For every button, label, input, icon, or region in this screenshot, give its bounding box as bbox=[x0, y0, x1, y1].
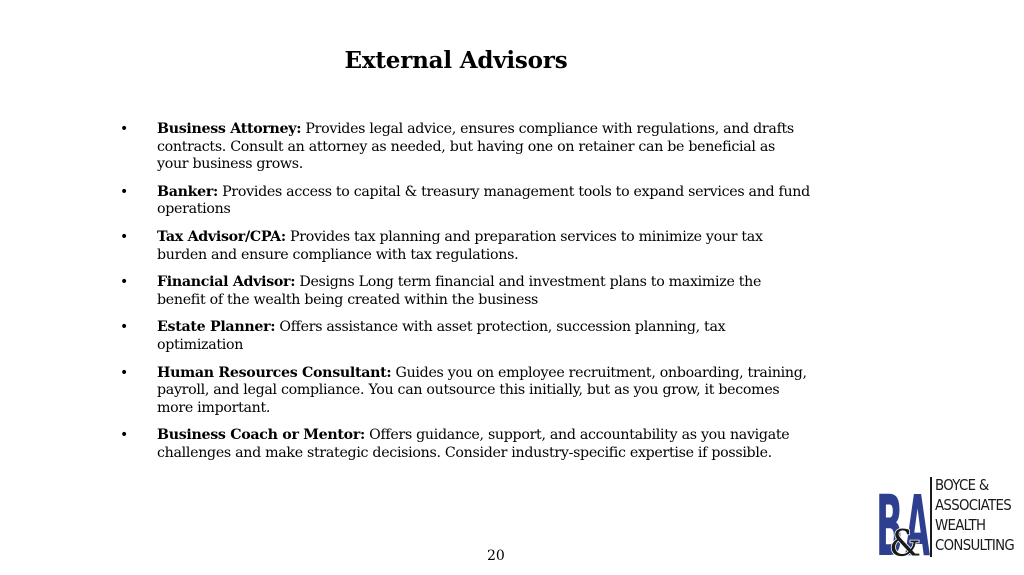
bullet-text bbox=[157, 427, 810, 462]
logo-letter-b: B bbox=[876, 477, 903, 559]
list-item-hr-consultant bbox=[120, 365, 810, 418]
advisor-term: Human Resources Consultant: bbox=[157, 364, 392, 381]
list-item-business-coach bbox=[120, 427, 810, 462]
bullet-icon: • bbox=[120, 364, 128, 381]
logo-mark-icon bbox=[876, 475, 932, 559]
bullet-icon: • bbox=[120, 274, 128, 291]
advisor-term: Business Coach or Mentor: bbox=[157, 427, 365, 444]
bullet-icon: • bbox=[120, 183, 128, 200]
bullet-text bbox=[157, 229, 810, 264]
advisor-description: Provides access to capital & treasury management tools to expand services and fund operations bbox=[157, 183, 810, 218]
logo-line: WEALTH bbox=[935, 516, 986, 534]
logo-ampersand: & bbox=[889, 524, 922, 559]
advisor-description: Provides legal advice, ensures compliance with regulations, and drafts contracts. Consult an attorney as needed, but having one on retainer can be beneficial as your business grows. bbox=[157, 121, 794, 173]
list-item-financial-advisor bbox=[120, 274, 810, 309]
list-item-banker bbox=[120, 184, 810, 219]
logo-wordmark bbox=[935, 475, 1015, 555]
list-item-estate-planner bbox=[120, 319, 810, 354]
bullet-text bbox=[157, 365, 810, 418]
logo-letter-a: A bbox=[905, 477, 930, 559]
advisor-term: Business Attorney: bbox=[157, 121, 302, 137]
advisor-description: Designs Long term financial and investment plans to maximize the benefit of the wealth being created within the business bbox=[157, 274, 762, 308]
advisor-description: Guides you on employee recruitment, onboarding, training, payroll, and legal compliance. You can outsource this initially, but as you grow, it becomes more important. bbox=[157, 364, 807, 416]
advisor-description: Provides tax planning and preparation services to minimize your tax burden and ensure compliance with tax regulations. bbox=[157, 228, 763, 263]
company-logo bbox=[876, 475, 1016, 559]
bullet-icon: • bbox=[120, 228, 128, 245]
advisor-description: Offers assistance with asset protection, succession planning, tax optimization bbox=[157, 319, 726, 353]
logo-divider bbox=[930, 477, 932, 557]
page-number: 20 bbox=[487, 548, 505, 564]
list-item-tax-advisor bbox=[120, 229, 810, 264]
logo-line: CONSULTING bbox=[935, 536, 1015, 554]
advisor-term: Estate Planner: bbox=[157, 319, 276, 336]
logo-line: ASSOCIATES bbox=[935, 496, 1012, 514]
bullet-text bbox=[157, 274, 810, 309]
bullet-icon: • bbox=[120, 319, 128, 336]
bullet-text bbox=[157, 184, 810, 219]
advisor-term: Tax Advisor/CPA: bbox=[157, 228, 286, 245]
bullet-text bbox=[157, 319, 810, 354]
bullet-icon: • bbox=[120, 121, 128, 137]
logo-line: BOYCE & bbox=[935, 476, 989, 494]
list-item-business-attorney bbox=[120, 121, 810, 174]
advisor-term: Financial Advisor: bbox=[157, 274, 296, 291]
advisor-list bbox=[120, 121, 810, 473]
advisor-term: Banker: bbox=[157, 183, 218, 200]
bullet-icon: • bbox=[120, 427, 128, 444]
slide-title: External Advisors bbox=[344, 47, 568, 74]
bullet-text bbox=[157, 121, 810, 174]
advisor-description: Offers guidance, support, and accountability as you navigate challenges and make strategic decisions. Consider industry-specific expertise if possible. bbox=[157, 427, 790, 461]
